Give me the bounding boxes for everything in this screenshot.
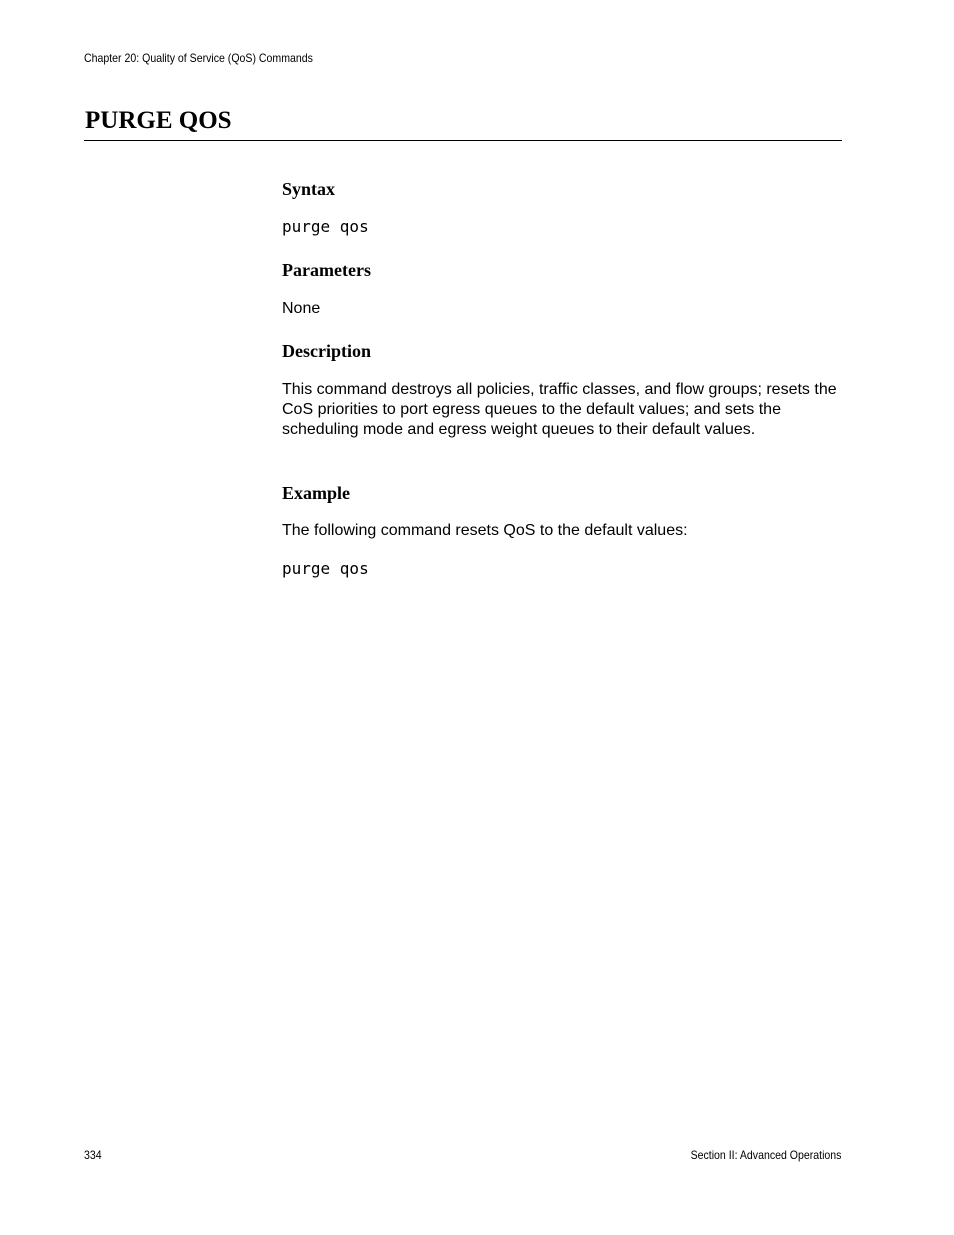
section-footer: Section II: Advanced Operations: [690, 1148, 841, 1162]
description-text: This command destroys all policies, traffic classes, and flow groups; resets the CoS priorities to port egress queues to the default values; and sets the scheduling mode and egress weight queues to their default values.: [282, 381, 837, 438]
example-text: The following command resets QoS to the default values:: [282, 522, 688, 539]
page-number: 334: [84, 1148, 102, 1162]
title-rule: [84, 140, 842, 141]
description-heading: Description: [282, 341, 371, 361]
running-header: Chapter 20: Quality of Service (QoS) Commands: [84, 51, 313, 65]
page-title: PURGE QOS: [85, 107, 232, 134]
example-heading: Example: [282, 483, 351, 503]
parameters-heading: Parameters: [282, 260, 371, 280]
example-code: purge qos: [282, 559, 369, 578]
syntax-code: purge qos: [282, 217, 369, 236]
parameters-text: None: [282, 300, 321, 317]
syntax-heading: Syntax: [282, 179, 336, 199]
